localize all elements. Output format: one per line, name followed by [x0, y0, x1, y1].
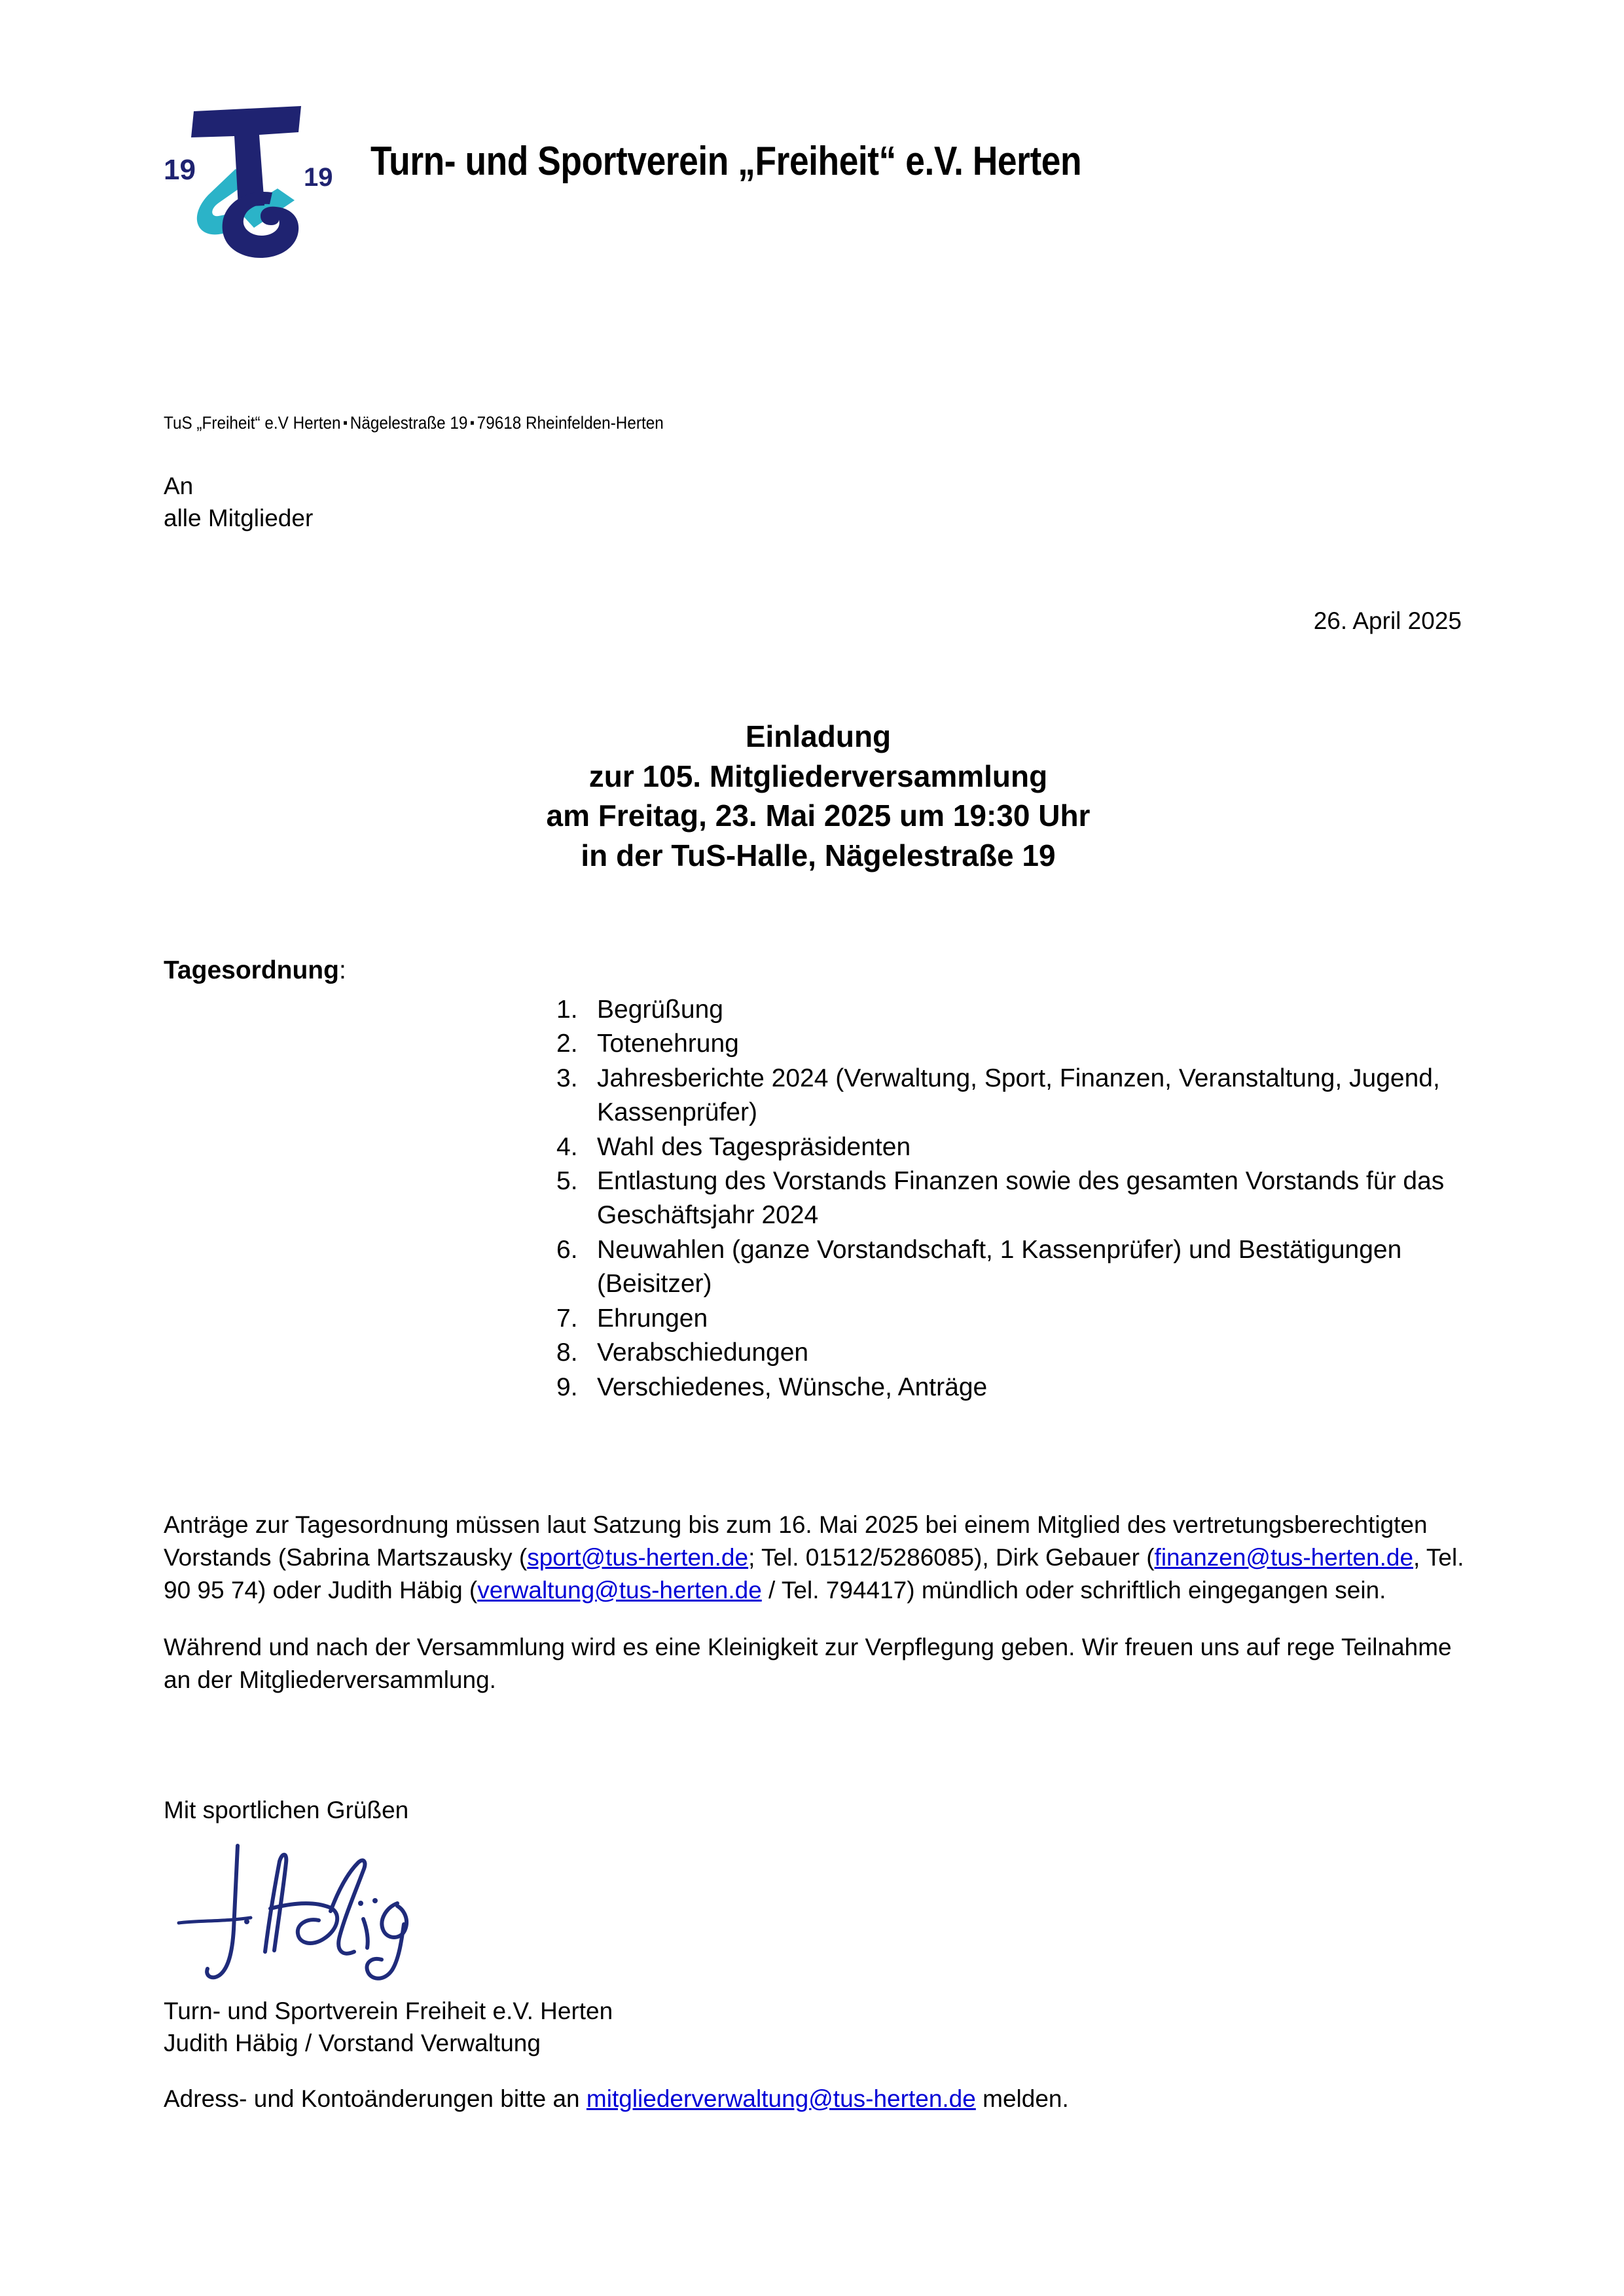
title-line-2: zur 105. Mitgliederversammlung: [588, 759, 1048, 793]
agenda-item-number: 6.: [556, 1235, 578, 1264]
agenda-item: [556, 1062, 1473, 1130]
motions-segment-1: Anträge zur Tagesordnung müssen laut Satzung bis zum 16. Mai 2025 bei einem Mitglied des vertretungsberechtigten Vorstands (Sabrina Martszausky (: [164, 1511, 1428, 1571]
logo-year-left: 19: [164, 154, 196, 186]
agenda-item-number: 7.: [556, 1304, 578, 1333]
agenda-item-text: Wahl des Tagespräsidenten: [597, 1132, 911, 1161]
agenda-item-text: Entlastung des Vorstands Finanzen sowie des gesamten Vorstands für das Geschäftsjahr 2024: [597, 1166, 1445, 1230]
invitation-title-block: [164, 717, 1473, 876]
motions-segment-2: ; Tel. 01512/5286085), Dirk Gebauer (: [748, 1543, 1155, 1571]
organization-title: Turn- und Sportverein „Freiheit“ e.V. Herten: [370, 139, 1082, 184]
email-link-verwaltung[interactable]: verwaltung@tus-herten.de: [477, 1576, 762, 1604]
agenda-heading-colon: :: [338, 956, 346, 984]
sender-separator-2: ▪: [470, 414, 475, 431]
agenda-item-number: 4.: [556, 1132, 578, 1161]
letter-date: 26. April 2025: [1313, 607, 1462, 634]
title-line-1: Einladung: [745, 719, 892, 753]
agenda-item: [556, 1130, 1473, 1164]
agenda-item: [556, 993, 1473, 1027]
email-link-finanzen[interactable]: finanzen@tus-herten.de: [1154, 1543, 1414, 1571]
recipient-line-1: An: [164, 473, 194, 499]
footer-note-before: Adress- und Kontoänderungen bitte an: [164, 2085, 586, 2112]
recipient-block: [164, 470, 313, 534]
closing-salutation: Mit sportlichen Grüßen: [164, 1797, 409, 1823]
agenda-item-number: 9.: [556, 1372, 578, 1401]
title-line-4: in der TuS-Halle, Nägelestraße 19: [581, 838, 1056, 873]
title-line-3: am Freitag, 23. Mai 2025 um 19:30 Uhr: [546, 798, 1091, 833]
agenda-section: [164, 954, 1473, 1405]
letterhead: [162, 97, 1471, 267]
agenda-item-number: 3.: [556, 1064, 578, 1092]
paragraph-catering: Während und nach der Versammlung wird es eine Kleinigkeit zur Verpflegung geben. Wir freuen uns auf rege Teilnahme an der Mitgliederversammlung.: [164, 1634, 1452, 1693]
agenda-item-text: Jahresberichte 2024 (Verwaltung, Sport, Finanzen, Veranstaltung, Jugend, Kassenprüfer): [597, 1064, 1440, 1127]
agenda-heading-label: Tagesordnung: [164, 956, 339, 984]
motions-segment-4: / Tel. 794417) mündlich oder schriftlich eingegangen sein.: [761, 1576, 1386, 1604]
sign-off-block: [164, 1995, 613, 2059]
motions-segment-3: , Tel. 90 95 74) oder Judith Häbig (: [164, 1543, 1464, 1604]
agenda-item-number: 8.: [556, 1338, 578, 1367]
sender-part-name: TuS „Freiheit“ e.V Herten: [164, 413, 341, 433]
agenda-item-text: Verabschiedungen: [597, 1338, 809, 1367]
agenda-item: [556, 1027, 1473, 1061]
sender-part-street: Nägelestraße 19: [350, 413, 468, 433]
agenda-item-number: 1.: [556, 995, 578, 1024]
agenda-item: [556, 1302, 1473, 1336]
signature-image: [167, 1840, 475, 1984]
agenda-item: [556, 1164, 1473, 1233]
agenda-item-text: Neuwahlen (ganze Vorstandschaft, 1 Kassenprüfer) und Bestätigungen (Beisitzer): [597, 1235, 1402, 1299]
agenda-item-text: Ehrungen: [597, 1304, 708, 1333]
sign-off-line-2: Judith Häbig / Vorstand Verwaltung: [164, 2030, 541, 2057]
agenda-item: [556, 1371, 1473, 1405]
paragraph-motions: [164, 1509, 1466, 1606]
sender-separator-1: ▪: [343, 414, 348, 431]
sender-part-city: 79618 Rheinfelden-Herten: [477, 413, 664, 433]
tus-logo: [162, 97, 359, 267]
agenda-item: [556, 1233, 1473, 1302]
agenda-heading: [164, 954, 1473, 988]
body-text: [164, 1509, 1466, 1696]
email-link-sport[interactable]: sport@tus-herten.de: [527, 1543, 749, 1571]
agenda-item-text: Begrüßung: [597, 995, 723, 1024]
footer-note: [164, 2083, 1069, 2115]
sign-off-line-1: Turn- und Sportverein Freiheit e.V. Herten: [164, 1998, 613, 2024]
agenda-item-number: 5.: [556, 1166, 578, 1195]
agenda-item: [556, 1336, 1473, 1370]
agenda-list: [164, 993, 1473, 1405]
agenda-item-text: Totenehrung: [597, 1030, 739, 1058]
sender-address-line: [164, 412, 664, 433]
logo-year-right: 19: [304, 163, 333, 192]
email-link-mitgliederverwaltung[interactable]: mitgliederverwaltung@tus-herten.de: [586, 2085, 976, 2112]
footer-note-after: melden.: [975, 2085, 1069, 2112]
agenda-item-number: 2.: [556, 1030, 578, 1058]
recipient-line-2: alle Mitglieder: [164, 505, 314, 532]
agenda-item-text: Verschiedenes, Wünsche, Anträge: [597, 1372, 988, 1401]
